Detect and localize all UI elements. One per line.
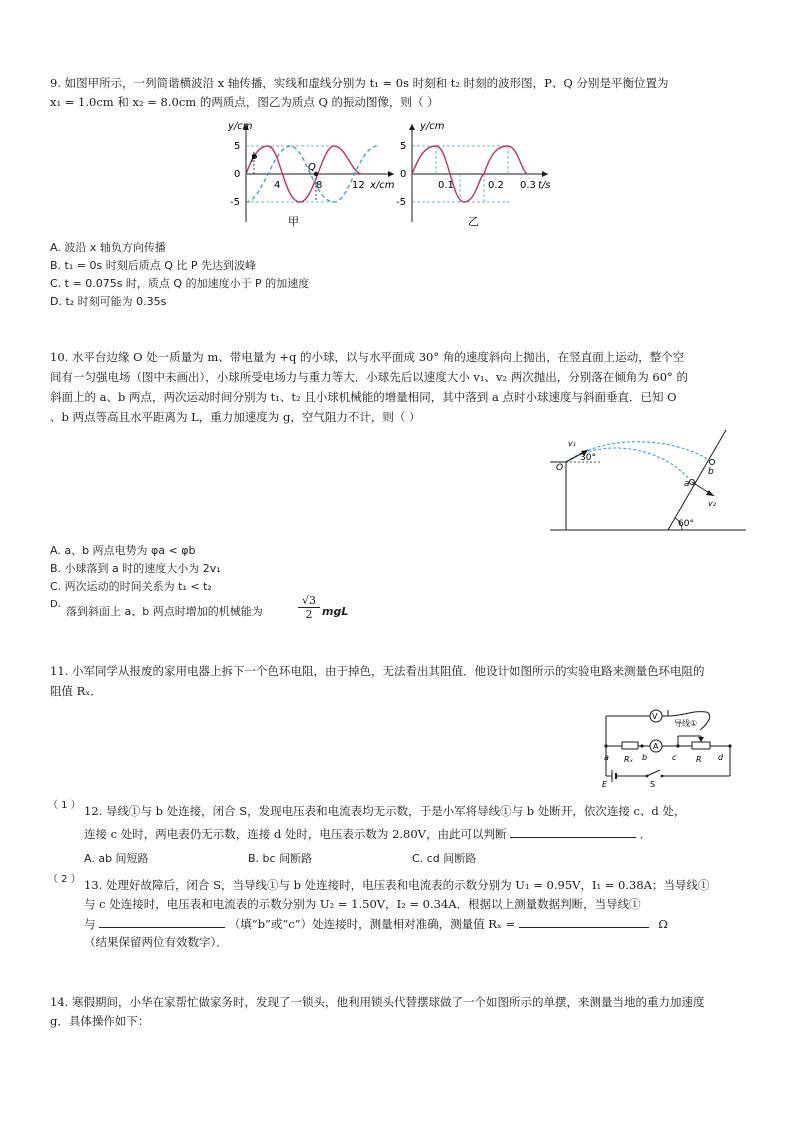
q12-line2 <box>84 825 651 842</box>
q10-option-a: A. a、b 两点电势为 φa < φb <box>50 544 196 557</box>
circuit-label-a: a <box>604 753 609 762</box>
q13-blank-value[interactable] <box>519 915 649 928</box>
q10-option-d-fraction <box>298 594 320 621</box>
fig-a-xtick-8: 8 <box>316 180 323 191</box>
fig-b-xtick-01: 0.1 <box>438 180 454 191</box>
circuit-label-rx: Rₓ <box>624 755 634 764</box>
fig-b-ytick-5: 5 <box>400 141 407 152</box>
q12-line2-text: 连接 c 处时，两电表仍无示数，连接 d 处时，电压表示数为 2.80V，由此可以判断 <box>84 827 507 841</box>
q11-line2: 阻值 Rₓ． <box>50 684 102 698</box>
fraction-numerator: √3 <box>298 594 320 608</box>
circuit-label-ammeter: A <box>653 742 659 751</box>
q14-line2: g．具体操作如下： <box>50 1014 150 1028</box>
q12-option-b: B. bc 间断路 <box>248 852 313 865</box>
fig-a-ytick-0: 0 <box>234 169 241 180</box>
q9-option-a: A. 波沿 x 轴负方向传播 <box>50 241 166 254</box>
q13-line1: 13. 处理好故障后，闭合 S，当导线①与 b 处连接时，电压表和电流表的示数分别为 U₁ = 0.95V，I₁ = 0.38A；当导线① <box>84 878 710 892</box>
q10-option-b: B. 小球落到 a 时的速度大小为 2v₁ <box>50 562 221 575</box>
q12-subnumber: （ 1 ） <box>48 800 81 811</box>
q10-option-d-text: 落到斜面上 a、b 两点时增加的机械能为 <box>66 605 263 618</box>
fig-b-ylabel: y/cm <box>420 121 445 132</box>
q10-label-60: 60° <box>678 519 694 529</box>
q13-line3-start: 与 <box>84 917 96 931</box>
q12-line2-end: ． <box>639 827 652 841</box>
q13-unit: Ω <box>658 917 668 931</box>
fig-a-point-q: Q <box>308 162 316 173</box>
circuit-label-s: S <box>650 780 656 789</box>
q10-option-c: C. 两次运动的时间关系为 t₁ < t₂ <box>50 580 212 593</box>
fig-a-xtick-12: 12 <box>352 180 365 191</box>
fig-b-ytick-0: 0 <box>400 169 407 180</box>
q9-line2: x₁ = 1.0cm 和 x₂ = 8.0cm 的两质点，图乙为质点 Q 的振动图像，则（ ） <box>50 95 439 109</box>
q12-option-c: C. cd 间断路 <box>412 852 477 865</box>
circuit-label-r: R <box>696 755 702 764</box>
q13-blank-point[interactable] <box>99 915 225 928</box>
fig-b-xlabel: t/s <box>538 180 551 191</box>
fig-b-caption: 乙 <box>468 215 479 228</box>
q12-option-a: A. ab 间短路 <box>84 852 149 865</box>
q10-figure <box>548 428 748 532</box>
q10-label-a: a <box>684 479 690 489</box>
circuit-label-b: b <box>642 753 648 762</box>
q11-line1: 11. 小军同学从报废的家用电器上拆下一个色环电阻，由于掉色，无法看出其阻值．他设计如图所示的实验电路来测量色环电阻的 <box>50 664 705 678</box>
q12-answer-blank[interactable] <box>510 825 636 838</box>
fig-a-caption: 甲 <box>288 215 299 228</box>
fig-a-ytick-5: 5 <box>234 141 241 152</box>
q10-label-b: b <box>708 467 714 477</box>
circuit-label-c: c <box>672 753 677 762</box>
q10-line3: 斜面上的 a、b 两点，两次运动时间分别为 t₁、t₂ 且小球机械能的增量相同，其中落到 a 点时小球速度与斜面垂直．已知 O <box>50 390 677 404</box>
q13-subnumber: （ 2 ） <box>48 874 81 885</box>
q9-figure-b <box>398 118 558 230</box>
fraction-denominator: 2 <box>305 608 313 621</box>
q9-option-c: C. t = 0.075s 时，质点 Q 的加速度小于 P 的加速度 <box>50 277 310 290</box>
circuit-label-wire: 导线① <box>674 719 698 728</box>
q10-option-d-tail: mgL <box>322 605 349 618</box>
q13-line4: （结果保留两位有效数字）． <box>84 935 228 949</box>
fig-b-xtick-03: 0.3 <box>520 180 536 191</box>
q10-option-d-letter: D. <box>50 599 61 610</box>
q9-line1: 9. 如图甲所示，一列简谐横波沿 x 轴传播，实线和虚线分别为 t₁ = 0s 时刻和 t₂ 时刻的波形图，P、Q 分别是平衡位置为 <box>50 76 669 90</box>
q13-line3 <box>84 915 668 932</box>
fig-b-xtick-02: 0.2 <box>488 180 504 191</box>
circuit-label-v: V <box>652 712 658 721</box>
q10-label-v1: v₁ <box>568 439 576 448</box>
fig-a-ylabel: y/cm <box>228 121 253 132</box>
q9-option-b: B. t₁ = 0s 时刻后质点 Q 比 P 先达到波峰 <box>50 259 256 272</box>
q13-line3-mid: （填“b”或“c”）处连接时，测量相对准确，测量值 Rₓ = <box>228 917 516 931</box>
q9-figure-a <box>222 118 402 230</box>
fig-b-ytick-neg5: -5 <box>396 197 406 208</box>
q12-line1: 12. 导线①与 b 处连接，闭合 S，发现电压表和电流表均无示数，于是小军将导线①与 b 处断开，依次连接 c、d 处， <box>84 804 686 818</box>
q10-label-o: O <box>556 463 564 473</box>
fig-a-point-p: P <box>251 154 258 165</box>
q14-line1: 14. 寒假期间，小华在家帮忙做家务时，发现了一锁头，他利用锁头代替摆球做了一个如图所示的单摆，来测量当地的重力加速度 <box>50 995 705 1009</box>
fig-a-xtick-4: 4 <box>274 180 281 191</box>
circuit-label-e: E <box>602 780 608 789</box>
q13-line2: 与 c 处连接时，电压表和电流表的示数分别为 U₂ = 1.50V，I₂ = 0.34A．根据以上测量数据判断，当导线① <box>84 897 641 911</box>
circuit-label-d: d <box>718 753 724 762</box>
fig-a-xlabel: x/cm <box>370 180 395 191</box>
q10-label-30: 30° <box>580 453 596 463</box>
q10-label-v2: v₂ <box>708 499 716 508</box>
fig-a-ytick-neg5: -5 <box>230 197 240 208</box>
q11-circuit-diagram <box>596 706 742 788</box>
q10-line4: 、b 两点等高且水平距离为 L，重力加速度为 g，空气阻力不计，则（ ） <box>50 410 421 424</box>
q9-option-d: D. t₂ 时刻可能为 0.35s <box>50 295 167 308</box>
q10-line2: 间有一匀强电场（图中未画出），小球所受电场力与重力等大．小球先后以速度大小 v₁、v₂ 两次抛出，分别落在倾角为 60° 的 <box>50 370 688 384</box>
q10-line1: 10. 水平台边缘 O 处一质量为 m、带电量为 +q 的小球，以与水平面成 30° 角的速度斜向上抛出，在竖直面上运动，整个空 <box>50 350 685 364</box>
